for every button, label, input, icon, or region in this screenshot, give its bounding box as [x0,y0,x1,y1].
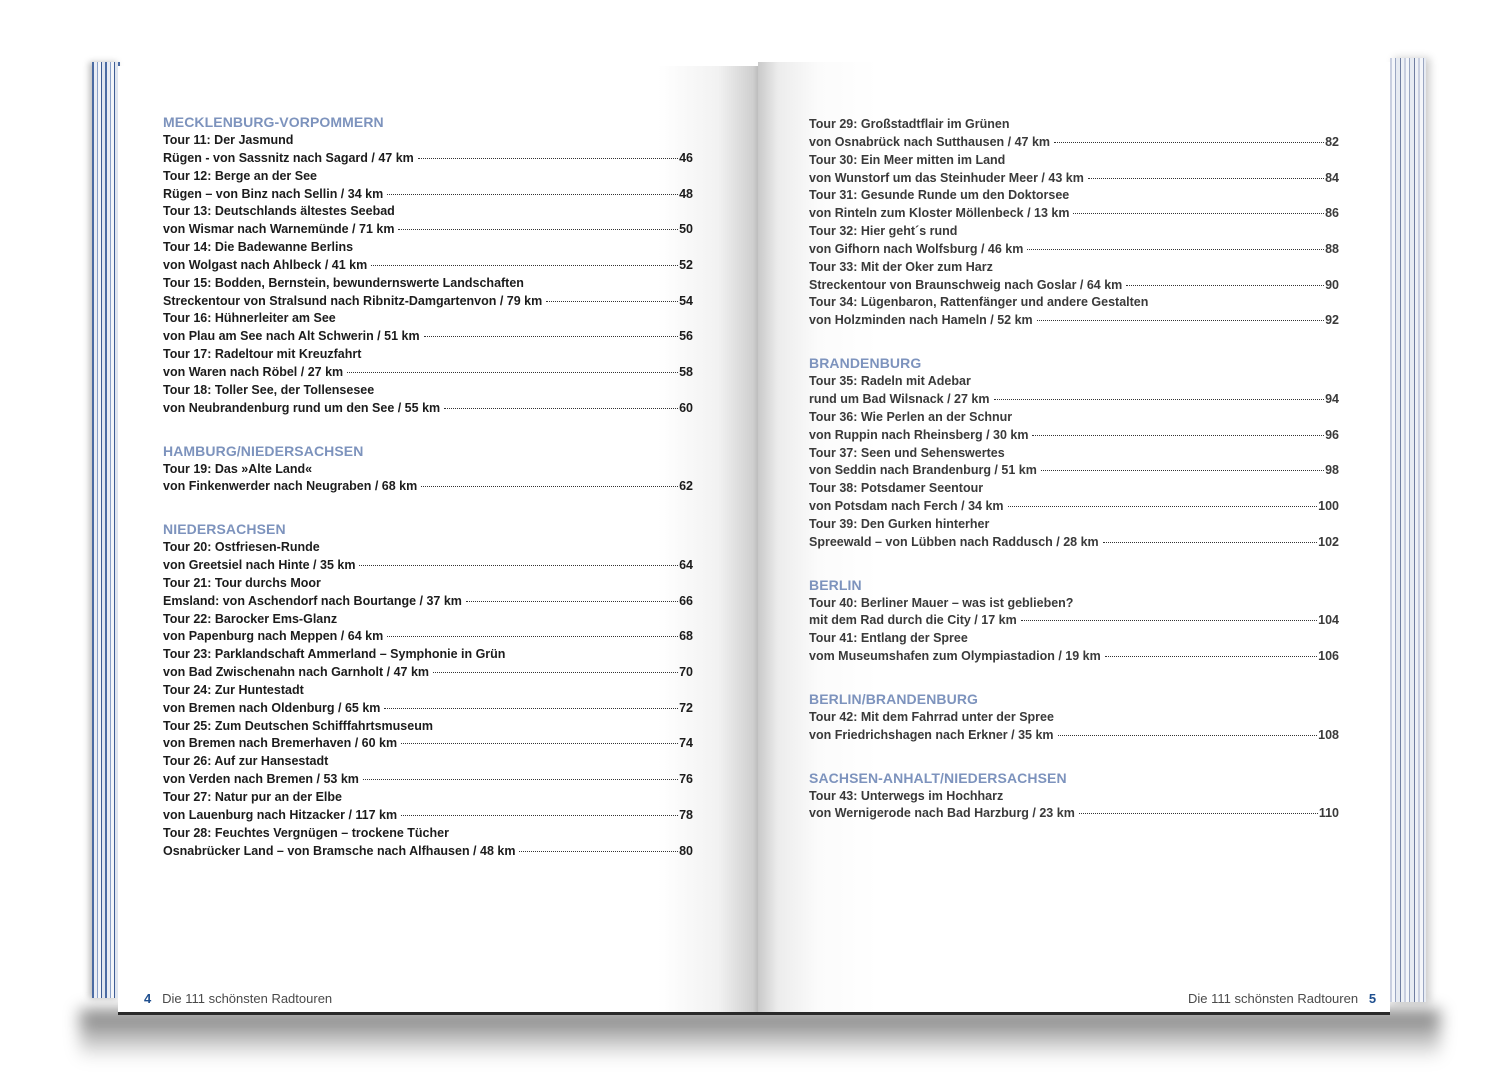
book-shadow [80,1010,1440,1060]
entry-page-number: 74 [679,736,693,751]
entry-page-number: 94 [1325,391,1339,406]
entry-page-number: 50 [679,222,693,237]
route-text: von Wolgast nach Ahlbeck / 41 km [163,257,368,272]
entry-page-number: 102 [1318,534,1339,549]
entry-page-number: 68 [679,629,693,644]
toc-entry-route [809,534,1339,552]
dot-leader [387,194,678,195]
dot-leader [401,743,678,744]
right-page-footer [1188,991,1376,1006]
toc-entry-title: Tour 19: Das »Alte Land« [163,461,313,476]
toc-entry-route [163,771,693,789]
route-text: Streckentour von Stralsund nach Ribnitz-Damgartenvon / 79 km [163,293,543,308]
route-text: von Potsdam nach Ferch / 34 km [809,499,1004,514]
route-text: von Ruppin nach Rheinsberg / 30 km [809,427,1029,442]
toc-entry-title: Tour 12: Berge an der See [163,168,317,183]
dot-leader [387,636,678,637]
section-title: BRANDENBURG [809,355,922,372]
entry-page-number: 86 [1325,206,1339,221]
dot-leader [546,301,678,302]
toc-entry-route [163,843,693,861]
toc-section [163,520,693,860]
entry-page-number: 78 [679,807,693,822]
dot-leader [359,565,678,566]
dot-leader [1054,142,1324,143]
dot-leader [1037,320,1324,321]
dot-leader [466,601,678,602]
entry-page-number: 98 [1325,463,1339,478]
toc-entry-title: Tour 22: Barocker Ems-Glanz [163,611,338,626]
entry-page-number: 100 [1318,499,1339,514]
entry-page-number: 96 [1325,427,1339,442]
route-text: von Wismar nach Warnemünde / 71 km [163,222,395,237]
dot-leader [384,708,678,709]
toc-entry-title: Tour 40: Berliner Mauer – was ist geblieben? [809,595,1074,610]
route-text: von Plau am See nach Alt Schwerin / 51 km [163,329,420,344]
page-number: 5 [1368,991,1377,1006]
dot-leader [1073,213,1324,214]
section-title: SACHSEN-ANHALT/NIEDERSACHSEN [809,769,1067,786]
dot-leader [519,851,678,852]
route-text: mit dem Rad durch die City / 17 km [809,613,1017,628]
route-text: von Waren nach Röbel / 27 km [163,364,344,379]
toc-entry-route [163,700,693,718]
toc-entry-route [163,478,693,496]
toc-entry-route [809,277,1339,295]
route-text: von Greetsiel nach Hinte / 35 km [163,558,356,573]
entry-page-number: 52 [679,257,693,272]
toc-entry-route [163,593,693,611]
toc-entry-route [809,612,1339,630]
route-text: rund um Bad Wilsnack / 27 km [809,391,990,406]
toc-entry-title: Tour 26: Auf zur Hansestadt [163,754,329,769]
toc-entry-title: Tour 24: Zur Huntestadt [163,682,304,697]
dot-leader [1126,285,1324,286]
toc-entry-title: Tour 11: Der Jasmund [163,133,294,147]
route-text: Spreewald – von Lübben nach Raddusch / 28 km [809,534,1099,549]
toc-entry-title: Tour 36: Wie Perlen an der Schnur [809,409,1013,424]
entry-page-number: 46 [679,150,693,165]
toc-entry-title: Tour 37: Seen und Sehenswertes [809,445,1005,460]
toc-entry-route [163,807,693,825]
route-text: von Wernigerode nach Bad Harzburg / 23 km [809,806,1075,821]
entry-page-number: 88 [1325,241,1339,256]
toc-entry-title: Tour 33: Mit der Oker zum Harz [809,259,993,274]
toc-entry-title: Tour 27: Natur pur an der Elbe [163,790,342,804]
route-text: von Bremen nach Oldenburg / 65 km [163,700,381,715]
toc-entry-title: Tour 14: Die Badewanne Berlins [163,240,354,255]
entry-page-number: 62 [679,479,693,494]
toc-entry-route [163,400,693,418]
section-title: MECKLENBURG-VORPOMMERN [163,114,384,130]
toc-entry-title: Tour 25: Zum Deutschen Schifffahrtsmuseum [163,718,433,733]
toc-entry-title: Tour 42: Mit dem Fahrrad unter der Spree [809,709,1054,724]
dot-leader [424,336,679,337]
toc-section [809,690,1339,745]
entry-page-number: 84 [1325,170,1339,185]
route-text: vom Museumshafen zum Olympiastadion / 19 km [809,649,1101,664]
route-text: Osnabrücker Land – von Bramsche nach Alfhausen / 48 km [163,843,516,858]
toc-entry-route [163,364,693,382]
toc-entry-title: Tour 28: Feuchtes Vergnügen – trockene Tücher [163,825,449,840]
page-edges-left [92,62,120,998]
dot-leader [401,815,678,816]
toc-entry-route [163,735,693,753]
route-text: von Friedrichshagen nach Erkner / 35 km [809,727,1054,742]
dot-leader [398,229,678,230]
toc-entry-route [809,391,1339,409]
route-text: Streckentour von Braunschweig nach Goslar / 64 km [809,277,1123,292]
entry-page-number: 58 [679,364,693,379]
left-page-toc [163,113,693,884]
toc-entry-title: Tour 30: Ein Meer mitten im Land [809,152,1006,167]
entry-page-number: 54 [679,293,693,308]
toc-section [809,576,1339,666]
page-number: 4 [144,991,152,1006]
toc-entry-route [163,328,693,346]
toc-entry-route [809,462,1339,480]
toc-entry-route [809,648,1339,666]
toc-entry-route [163,628,693,646]
dot-leader [433,672,678,673]
toc-entry-title: Tour 41: Entlang der Spree [809,631,968,646]
route-text: Emsland: von Aschendorf nach Bourtange / 37 km [163,593,462,608]
toc-entry-title: Tour 31: Gesunde Runde um den Doktorsee [809,188,1070,203]
toc-entry-route [163,186,693,204]
dot-leader [1058,735,1318,736]
route-text: von Wunstorf um das Steinhuder Meer / 43 km [809,170,1084,185]
entry-page-number: 80 [679,843,693,858]
dot-leader [1103,542,1317,543]
dot-leader [1105,656,1317,657]
toc-section [809,116,1339,330]
section-title: BERLIN/BRANDENBURG [809,690,979,707]
dot-leader [994,399,1325,400]
toc-entry-route [163,557,693,575]
route-text: von Osnabrück nach Sutthausen / 47 km [809,134,1051,149]
route-text: von Papenburg nach Meppen / 64 km [163,629,384,644]
route-text: von Gifhorn nach Wolfsburg / 46 km [809,241,1024,256]
toc-entry-title: Tour 18: Toller See, der Tollensesee [163,382,375,397]
toc-entry-route [809,727,1339,745]
dot-leader [363,779,678,780]
toc-entry-title: Tour 29: Großstadtflair im Grünen [809,117,1010,131]
section-title: HAMBURG/NIEDERSACHSEN [163,442,364,459]
toc-entry-title: Tour 39: Den Gurken hinterher [809,516,990,531]
dot-leader [1021,620,1317,621]
route-text: von Neubrandenburg rund um den See / 55 km [163,400,441,415]
dot-leader [418,158,678,159]
toc-entry-title: Tour 35: Radeln mit Adebar [809,374,971,389]
entry-page-number: 76 [679,772,693,787]
toc-section [809,354,1339,551]
entry-page-number: 60 [679,400,693,415]
toc-entry-route [809,805,1339,823]
running-title: Die 111 schönsten Radtouren [1188,991,1359,1006]
toc-section [163,113,693,418]
left-page-footer [144,991,332,1006]
toc-entry-title: Tour 38: Potsdamer Seentour [809,481,984,496]
page-edges-right [1390,58,1426,1002]
running-title: Die 111 schönsten Radtouren [162,991,333,1006]
entry-page-number: 64 [679,558,693,573]
entry-page-number: 48 [679,186,693,201]
section-title: BERLIN [809,576,862,593]
section-title: NIEDERSACHSEN [163,521,286,538]
toc-entry-route [163,664,693,682]
toc-entry-route [163,257,693,275]
toc-entry-title: Tour 13: Deutschlands ältestes Seebad [163,204,395,219]
entry-page-number: 90 [1325,277,1339,292]
dot-leader [347,372,678,373]
route-text: von Bremen nach Bremerhaven / 60 km [163,736,398,751]
toc-entry-title: Tour 34: Lügenbaron, Rattenfänger und andere Gestalten [809,295,1149,310]
dot-leader [1032,435,1324,436]
toc-entry-title: Tour 16: Hühnerleiter am See [163,311,336,326]
toc-entry-route [809,134,1339,152]
toc-entry-title: Tour 23: Parklandschaft Ammerland – Symphonie in Grün [163,647,506,662]
route-text: von Bad Zwischenahn nach Garnholt / 47 km [163,665,430,680]
entry-page-number: 70 [679,665,693,680]
toc-section [809,769,1339,824]
entry-page-number: 56 [679,329,693,344]
toc-entry-title: Tour 21: Tour durchs Moor [163,575,321,590]
right-page-toc [809,116,1339,847]
toc-entry-route [163,221,693,239]
entry-page-number: 66 [679,593,693,608]
entry-page-number: 92 [1325,313,1339,328]
entry-page-number: 106 [1318,649,1339,664]
route-text: Rügen – von Binz nach Sellin / 34 km [163,186,384,201]
toc-entry-title: Tour 43: Unterwegs im Hochharz [809,788,1004,803]
dot-leader [421,486,678,487]
toc-entry-title: Tour 20: Ostfriesen-Runde [163,540,320,555]
route-text: von Finkenwerder nach Neugraben / 68 km [163,479,418,494]
route-text: von Verden nach Bremen / 53 km [163,772,359,787]
toc-entry-route [163,293,693,311]
toc-entry-route [809,170,1339,188]
dot-leader [371,265,678,266]
dot-leader [1088,178,1324,179]
entry-page-number: 108 [1318,727,1339,742]
entry-page-number: 82 [1325,134,1339,149]
toc-entry-route [809,241,1339,259]
toc-section [163,442,693,497]
dot-leader [1027,249,1324,250]
toc-entry-route [809,498,1339,516]
toc-entry-title: Tour 32: Hier geht´s rund [809,224,958,239]
route-text: von Seddin nach Brandenburg / 51 km [809,463,1037,478]
dot-leader [1041,470,1324,471]
entry-page-number: 72 [679,700,693,715]
route-text: von Rinteln zum Kloster Möllenbeck / 13 km [809,206,1070,221]
dot-leader [1008,506,1318,507]
entry-page-number: 110 [1318,806,1339,821]
route-text: von Lauenburg nach Hitzacker / 117 km [163,807,398,822]
toc-entry-route [809,312,1339,330]
route-text: Rügen - von Sassnitz nach Sagard / 47 km [163,150,414,165]
toc-entry-title: Tour 15: Bodden, Bernstein, bewundernswerte Landschaften [163,275,524,290]
toc-entry-route [809,427,1339,445]
entry-page-number: 104 [1318,613,1339,628]
toc-entry-title: Tour 17: Radeltour mit Kreuzfahrt [163,347,362,362]
dot-leader [444,408,678,409]
dot-leader [1079,813,1318,814]
toc-entry-route [809,205,1339,223]
route-text: von Holzminden nach Hameln / 52 km [809,313,1033,328]
toc-entry-route [163,150,693,168]
